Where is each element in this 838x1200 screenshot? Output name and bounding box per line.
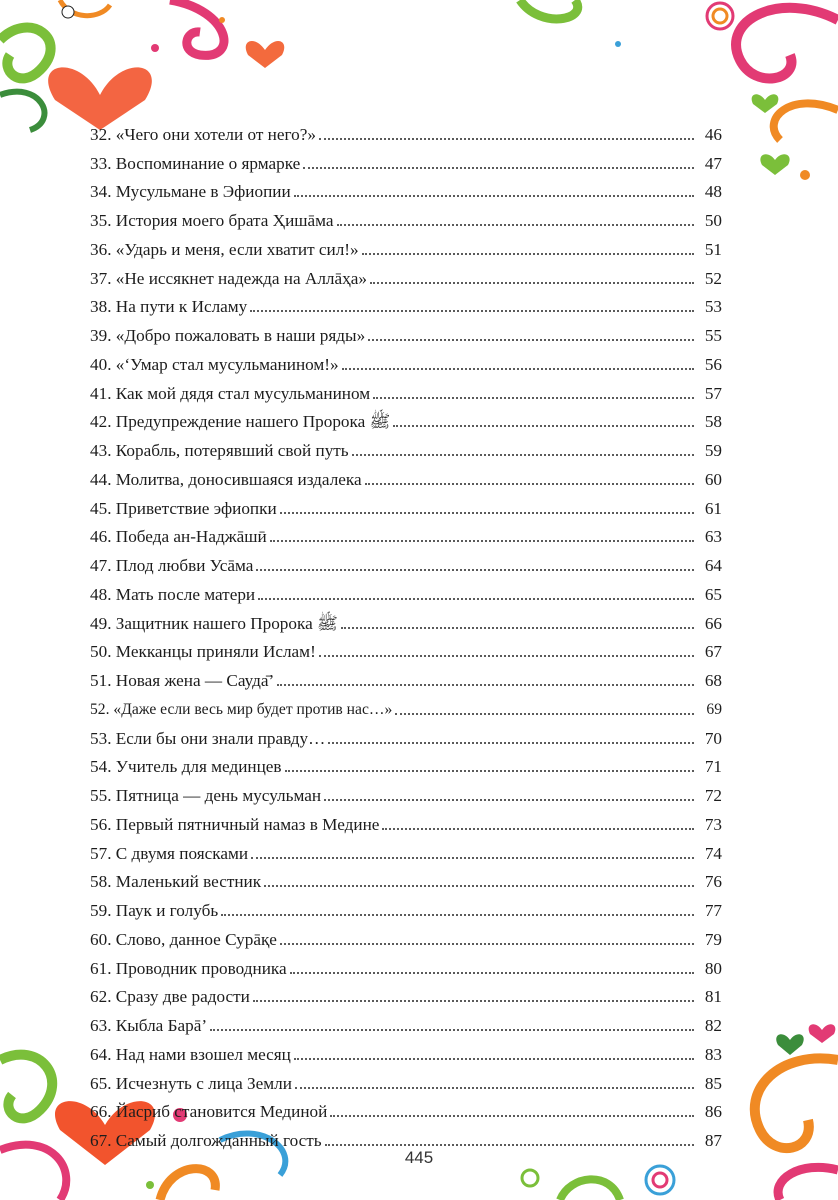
dot-leader (328, 742, 694, 744)
toc-entry (90, 1094, 722, 1123)
toc-entry-page: 66 (704, 613, 722, 633)
toc-entry-title: 62. Сразу две радости (90, 987, 250, 1007)
toc-entry-page: 87 (704, 1131, 722, 1150)
toc-entry (90, 231, 722, 260)
toc-entry-title: 41. Как мой дядя стал мусульманином (90, 383, 371, 403)
toc-entry (90, 979, 722, 1008)
toc-entry-title: 38. На пути к Исламу (90, 297, 248, 317)
toc-entry-page: 51 (704, 239, 722, 259)
toc-entry-title: 39. «Добро пожаловать в наши ряды» (90, 326, 366, 345)
toc-entry-page: 77 (704, 901, 722, 920)
toc-entry-title: 44. Молитва, доносившаяся издалека (90, 469, 362, 489)
toc-entry (90, 749, 722, 778)
toc-entry (90, 806, 722, 835)
dot-leader (251, 857, 694, 859)
toc-entry-page: 67 (704, 642, 722, 662)
toc-entry-page: 81 (704, 987, 722, 1007)
dot-leader (253, 1000, 694, 1002)
dot-leader (280, 943, 694, 945)
toc-entry-title: 40. «‘Умар стал мусульманином!» (90, 354, 339, 374)
toc-entry (90, 174, 722, 203)
dot-leader (285, 770, 694, 772)
toc-entry-title: 43. Корабль, потерявший свой путь (90, 441, 349, 460)
dot-leader (319, 138, 694, 140)
toc-entry-page: 64 (704, 556, 722, 575)
toc-entry-page: 46 (704, 124, 722, 144)
toc-entry-title: 56. Первый пятничный намаз в Медине (90, 814, 380, 834)
page-number: 445 (404, 1148, 434, 1167)
toc-entry-page: 70 (704, 728, 722, 748)
top-left-swirl-ornament (0, 0, 284, 130)
dot-leader (294, 195, 694, 197)
toc-entry (90, 720, 722, 749)
dot-leader (277, 684, 694, 686)
dot-leader (325, 1144, 694, 1146)
toc-entry-page: 68 (704, 671, 722, 690)
toc-entry (90, 346, 722, 375)
toc-entry-page: 65 (704, 584, 722, 604)
toc-entry (90, 289, 722, 318)
toc-entry-page: 61 (704, 498, 722, 518)
toc-entry (90, 1065, 722, 1094)
dot-leader (368, 339, 694, 341)
toc-entry (90, 835, 722, 864)
toc-entry (90, 576, 722, 605)
dot-leader (352, 454, 694, 456)
toc-entry-page: 82 (704, 1016, 722, 1035)
toc-entry-page: 60 (704, 469, 722, 489)
toc-entry (90, 432, 722, 461)
toc-entry (90, 461, 722, 490)
toc-entry (90, 1007, 722, 1036)
toc-entry-title: 47. Плод любви Усāма (90, 556, 254, 575)
toc-entry-title: 63. Кыбла Барā’ (90, 1016, 208, 1035)
dot-leader (303, 167, 694, 169)
toc-entry-page: 57 (704, 383, 722, 403)
toc-entry (90, 547, 722, 576)
toc-entry-title: 60. Слово, данное Сурāқе (90, 929, 277, 949)
toc-entry (90, 634, 722, 663)
toc-entry-page: 59 (704, 441, 722, 460)
toc-entry (90, 375, 722, 404)
dot-leader (294, 1058, 694, 1060)
dot-leader (342, 368, 694, 370)
dot-leader (330, 1115, 694, 1117)
toc-entry-title: 61. Проводник проводника (90, 958, 287, 978)
toc-entry (90, 260, 722, 289)
toc-entry-page: 79 (704, 929, 722, 949)
dot-leader (365, 483, 694, 485)
toc-entry-title: 54. Учитель для мединцев (90, 757, 282, 777)
toc-entry-title: 55. Пятница — день мусульман (90, 786, 322, 805)
dot-leader (295, 1087, 694, 1089)
toc-entry-title: 64. Над нами взошел месяц (90, 1044, 291, 1064)
dot-leader (256, 569, 694, 571)
toc-entry-title: 48. Мать после матери (90, 584, 256, 604)
toc-entry-title: 65. Исчезнуть с лица Земли (90, 1073, 292, 1093)
toc-entry-title: 37. «Не иссякнет надежда на Аллāҳа» (90, 268, 367, 288)
toc-entry-page: 48 (704, 182, 722, 202)
toc-entry-title: 33. Воспоминание о ярмарке (90, 153, 301, 173)
toc-entry (90, 317, 722, 346)
toc-entry (90, 1036, 722, 1065)
toc-entry (90, 1122, 722, 1151)
toc-entry-page: 50 (704, 211, 722, 230)
toc-entry-page: 85 (704, 1073, 722, 1093)
dot-leader (373, 397, 694, 399)
toc-entry-page: 72 (704, 786, 722, 805)
toc-entry-title: 50. Мекканцы приняли Ислам! (90, 642, 316, 662)
dot-leader (324, 799, 694, 801)
toc-entry-page: 63 (704, 527, 722, 547)
toc-entry-title: 42. Предупреждение нашего Пророка ﷺ (90, 412, 391, 432)
toc-entry (90, 691, 722, 720)
toc-entry-page: 56 (704, 354, 722, 374)
dot-leader (264, 885, 694, 887)
toc-entry-title: 46. Победа ан-Наджāшӣ (90, 527, 267, 547)
toc-entry-title: 36. «Ударь и меня, если хватит сил!» (90, 239, 359, 259)
toc-entry (90, 404, 722, 433)
dot-leader (290, 972, 694, 974)
dot-leader (341, 627, 694, 629)
dot-leader (270, 540, 694, 542)
toc-entry (90, 145, 722, 174)
toc-entry (90, 490, 722, 519)
toc-entry (90, 519, 722, 548)
dot-leader (370, 282, 694, 284)
toc-entry (90, 777, 722, 806)
toc-entry-title: 58. Маленький вестник (90, 872, 262, 892)
toc-entry-page: 73 (704, 814, 722, 834)
toc-entry-title: 51. Новая жена — Сауда̄’ (90, 671, 275, 690)
toc-entry-title: 35. История моего брата Ҳишāма (90, 211, 334, 230)
toc-entry (90, 892, 722, 921)
toc-entry-page: 52 (704, 268, 722, 288)
toc-entry (90, 921, 722, 950)
toc-entry-title: 53. Если бы они знали правду… (90, 728, 326, 748)
dot-leader (393, 425, 694, 427)
toc-entry-title: 32. «Чего они хотели от него?» (90, 124, 316, 144)
toc-entry (90, 116, 722, 145)
table-of-contents (90, 116, 722, 1151)
toc-entry-title: 34. Мусульмане в Эфиопии (90, 182, 291, 202)
dot-leader (258, 598, 694, 600)
toc-entry-page: 80 (704, 958, 722, 978)
toc-entry-page: 69 (706, 700, 722, 718)
toc-entry (90, 864, 722, 893)
toc-entry-title: 49. Защитник нашего Пророка ﷺ (90, 613, 338, 633)
toc-entry-page: 74 (704, 843, 722, 863)
dot-leader (337, 224, 694, 226)
toc-entry-page: 76 (704, 872, 722, 892)
toc-entry (90, 662, 722, 691)
toc-entry-title: 45. Приветствие эфиопки (90, 498, 277, 518)
dot-leader (362, 253, 694, 255)
toc-entry-page: 83 (704, 1044, 722, 1064)
toc-entry-page: 53 (704, 297, 722, 317)
toc-entry-page: 58 (704, 412, 722, 432)
dot-leader (210, 1029, 694, 1031)
toc-entry-title: 67. Самый долгожданный гость (90, 1131, 322, 1150)
dot-leader (250, 310, 694, 312)
toc-entry-title: 66. Йасриб становится Мединой (90, 1102, 328, 1122)
toc-entry-page: 86 (704, 1102, 722, 1122)
toc-entry-title: 57. С двумя поясками (90, 843, 249, 863)
toc-entry-page: 47 (704, 153, 722, 173)
dot-leader (319, 655, 694, 657)
toc-entry-title: 59. Паук и голубь (90, 901, 219, 920)
toc-entry (90, 202, 722, 231)
dot-leader (395, 713, 694, 715)
toc-entry-page: 71 (704, 757, 722, 777)
toc-entry (90, 605, 722, 634)
dot-leader (382, 828, 694, 830)
dot-leader (221, 914, 694, 916)
dot-leader (280, 512, 694, 514)
toc-entry-page: 55 (704, 326, 722, 345)
toc-entry (90, 950, 722, 979)
toc-entry-title: 52. «Даже если весь мир будет против нас…» (90, 700, 393, 718)
